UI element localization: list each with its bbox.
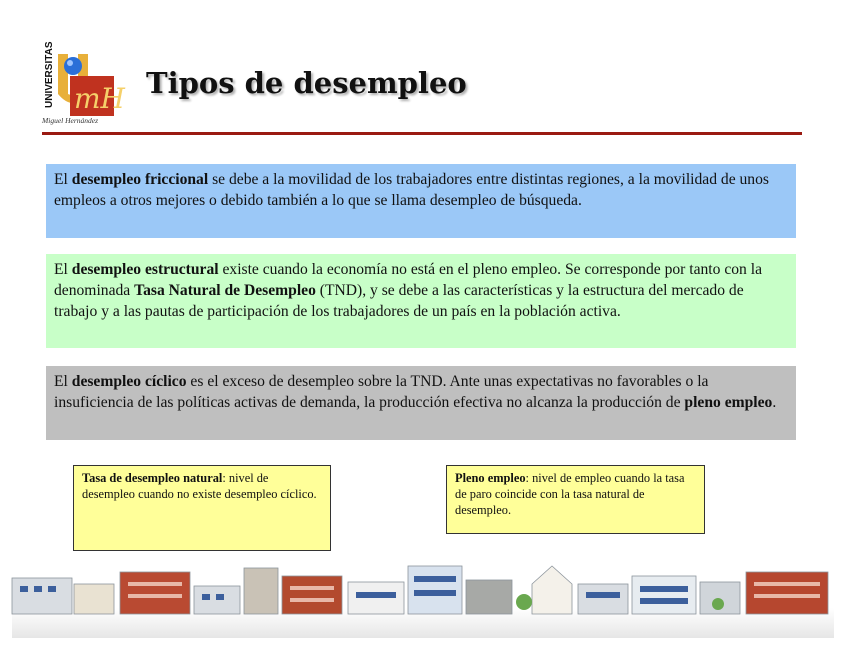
- structural-lead: El: [54, 261, 72, 278]
- structural-unemployment-box: [46, 254, 796, 348]
- natural-rate-text: : nivel de desempleo cuando no existe desempleo cíclico.: [82, 471, 317, 501]
- cyclical-lead: El: [54, 373, 72, 390]
- frictional-text: se debe a la movilidad de los trabajadores entre distintas regiones, a la movilidad de unos empleos a otros mejores o debido también a lo que se llama desempleo de búsqueda.: [54, 171, 769, 209]
- natural-rate-note: [73, 465, 331, 551]
- logo-vertical-text: UNIVERSITAS: [44, 41, 55, 108]
- structural-term: desempleo estructural: [71, 261, 219, 278]
- structural-term-2: Tasa Natural de Desempleo: [134, 282, 316, 299]
- page-title: Tipos de desempleo: [146, 66, 467, 100]
- logo-monogram: mH: [74, 82, 125, 115]
- cyclical-term: desempleo cíclico: [71, 373, 187, 390]
- title-divider: [42, 132, 802, 135]
- logo-caption: Miguel Hernández: [42, 116, 99, 125]
- cyclical-unemployment-box: [46, 366, 796, 440]
- natural-rate-term: Tasa de desempleo natural: [82, 471, 223, 485]
- frictional-unemployment-box: [46, 164, 796, 238]
- frictional-lead: El: [54, 171, 72, 188]
- structural-text-1: existe cuando la economía no está en el pleno empleo. Se corresponde por tanto con la denominada: [54, 261, 763, 299]
- full-employment-term: Pleno empleo: [455, 471, 526, 485]
- cyclical-term-2: pleno empleo: [684, 394, 773, 411]
- full-employment-text: : nivel de empleo cuando la tasa de paro coincide con la tasa natural de desempleo.: [455, 471, 685, 517]
- university-logo: [40, 41, 125, 124]
- cyclical-text-1: es el exceso de desempleo sobre la TND. Ante unas expectativas no favorables o la insuficiencia de las políticas activas de demanda, la producción efectiva no alcanza la producción de: [54, 373, 709, 411]
- structural-text-2: (TND), y se debe a las características y la estructura del mercado de trabajo y a las pautas de participación de los trabajadores de un país en la población activa.: [54, 282, 744, 320]
- cyclical-text-2: .: [772, 394, 777, 411]
- full-employment-note: [446, 465, 705, 534]
- campus-buildings-illustration: [12, 560, 834, 638]
- frictional-term: desempleo friccional: [71, 171, 209, 188]
